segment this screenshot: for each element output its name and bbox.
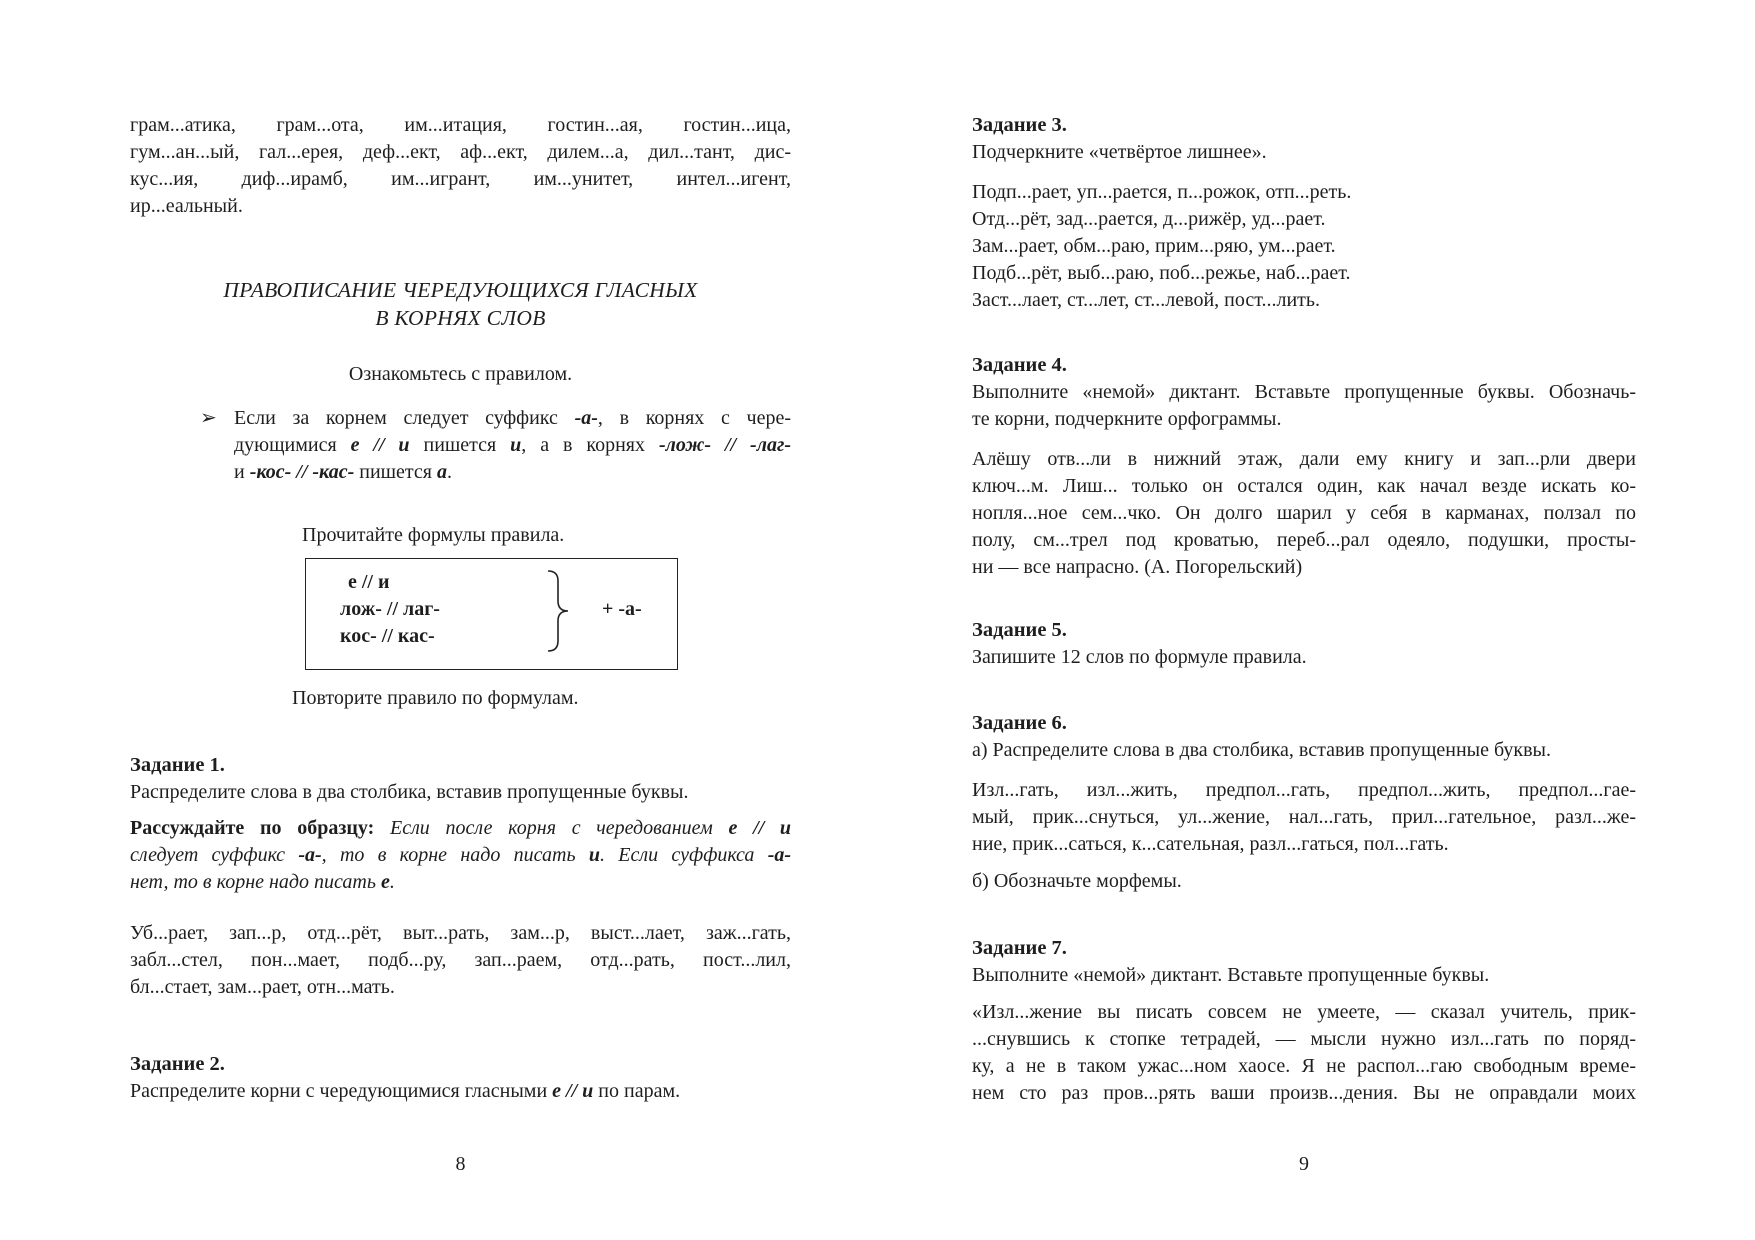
formula-intro: Прочитайте формулы правила. [302,524,565,546]
text-line: те корни, подчеркните орфограммы. [972,408,1282,430]
text-line: Зам...рает, обм...раю, прим...ряю, ум...рает. [972,235,1336,257]
task-lines [972,179,1636,314]
reason-fragment: и [588,844,601,866]
dictation-text [972,446,1636,581]
task-words [972,777,1636,858]
text-line: бл...стает, зам...рает, отн...мать. [130,976,395,998]
arrow-bullet-icon: ➢ [200,407,217,429]
task-heading: Задание 1. [130,754,225,776]
task-7 [972,935,1636,1107]
task-instruction: Выполните «немой» диктант. Вставьте пропущенные буквы. [972,964,1490,986]
reason-fragment: . Если суффикса [600,844,768,866]
formula-box [305,558,678,670]
reason-fragment: нет, то в корне надо писать [130,871,381,893]
reason-fragment: е [380,871,390,893]
section-title [130,276,791,332]
task-heading: Задание 7. [972,937,1067,959]
formula-row: е // и [348,571,390,593]
text-line: Подб...рёт, выб...раю, поб...режье, наб...рает. [972,262,1351,284]
task-4 [972,352,1636,581]
left-page [0,0,877,1240]
instr-fragment: е // и [552,1080,594,1102]
text-line: мый, прик...снуться, ул...жение, нал...гать, прил...гательное, разл...же- [972,806,1636,828]
task-6 [972,710,1636,895]
formula-row: лож- // лаг- [340,598,440,620]
task-instruction: Подчеркните «четвёртое лишнее». [972,141,1267,163]
rule-fragment: и [510,434,522,456]
reason-line [130,815,791,842]
text-line: Изл...гать, изл...жить, предпол...гать, предпол...жить, предпол...гае- [972,779,1636,801]
rule-fragment: -а- [574,407,598,429]
text-line: ир...еальный. [130,195,243,217]
text-line: ключ...м. Лиш... только он остался один, как начал везде искать ко- [972,475,1636,497]
reason-label: Рассуждайте по образцу: [130,817,375,839]
text-line: забл...стел, пон...мает, подб...ру, зап...раем, отд...рать, пост...лил, [130,949,791,971]
task-heading: Задание 4. [972,354,1067,376]
intro-paragraph [130,112,791,220]
text-line: «Изл...жение вы писать совсем не умеете, — сказал учитель, прик- [972,1001,1636,1023]
task-3 [972,112,1636,314]
curly-brace-icon [544,569,574,653]
rule-fragment: а [436,461,447,483]
page-number: 9 [1299,1153,1309,1175]
formula-outro: Повторите правило по формулам. [292,687,579,709]
text-line: полу, см...трел под кроватью, переб...рал одеяло, подушки, просты- [972,529,1636,551]
task-heading: Задание 5. [972,619,1067,641]
rule-fragment: е // и [350,434,410,456]
reason-fragment: , то в корне надо писать [321,844,589,866]
reason-fragment: е // и [728,817,792,839]
section-title-line: ПРАВОПИСАНИЕ ЧЕРЕДУЮЩИХСЯ ГЛАСНЫХ [223,278,698,302]
rule-fragment: . [446,461,452,483]
instr-fragment: Распределите корни с чередующимися гласными [130,1080,553,1102]
dictation-text [972,999,1636,1107]
text-line: Алёшу отв...ли в нижний этаж, дали ему книгу и зап...рли двери [972,448,1636,470]
reason-line [130,869,791,896]
rule-fragment: пишется [409,434,511,456]
rule-fragment: и [234,461,250,483]
text-line: Уб...рает, зап...р, отд...рёт, выт...рать, зам...р, выст...лает, заж...гать, [130,922,791,944]
reason-fragment: -а- [298,844,322,866]
text-line: нопля...ное сем...чко. Он долго шарил у себя в карманах, ползал по [972,502,1636,524]
rule-fragment: -кос- // -кас- [249,461,355,483]
reasoning-sample [130,815,791,896]
rule-fragment: дующимися [234,434,351,456]
task-heading: Задание 2. [130,1053,225,1075]
task-2 [130,1051,791,1105]
task-heading: Задание 3. [972,114,1067,136]
right-page [878,0,1755,1240]
page-number: 8 [455,1153,466,1175]
rule-line [234,432,791,459]
task-instruction [972,379,1636,433]
text-line: кус...ия, диф...ирамб, им...игрант, им...унитет, интел...игент, [130,168,791,190]
task-instruction: а) Распределите слова в два столбика, вставив пропущенные буквы. [972,739,1551,761]
task-5 [972,617,1636,671]
task-instruction: Запишите 12 слов по формуле правила. [972,646,1307,668]
formula-suffix: + -а- [602,598,642,620]
text-line: ни — все напрасно. (А. Погорельский) [972,556,1303,578]
reason-line [130,842,791,869]
text-line: ...снувшись к стопке тетрадей, — мысли нужно изл...гать по поряд- [972,1028,1636,1050]
rule-line [234,405,791,432]
task-instruction: Распределите слова в два столбика, вставив пропущенные буквы. [130,781,689,803]
task-instruction: б) Обозначьте морфемы. [972,870,1182,892]
section-title-line: В КОРНЯХ СЛОВ [375,306,546,330]
text-line: Выполните «немой» диктант. Вставьте пропущенные буквы. Обозначь- [972,381,1636,403]
rule-text [234,405,791,486]
rule-fragment: -лож- // -лаг- [658,434,791,456]
task-instruction [130,1078,791,1105]
text-line: нем сто раз пров...рять ваши произв...дения. Вы не оправдали моих [972,1082,1636,1104]
reason-fragment: . [389,871,395,893]
text-line: гум...ан...ый, гал...ерея, деф...ект, аф...ект, дилем...а, дил...тант, дис- [130,141,791,163]
text-line: Заст...лает, ст...лет, ст...левой, пост...лить. [972,289,1321,311]
reason-fragment: Если после корня с чередованием [374,817,729,839]
formula-row: кос- // кас- [340,625,435,647]
text-line: Отд...рёт, зад...рается, д...рижёр, уд...рает. [972,208,1326,230]
task-words [130,920,791,1001]
rule-fragment: , а в корнях [521,434,659,456]
text-line: грам...атика, грам...ота, им...итация, гостин...ая, гостин...ица, [130,114,791,136]
instr-fragment: по парам. [593,1080,681,1102]
reason-fragment: -а- [767,844,792,866]
rule-intro: Ознакомьтесь с правилом. [348,363,573,385]
text-line: ние, прик...саться, к...сательная, разл...гаться, пол...гать. [972,833,1449,855]
reason-fragment: следует суффикс [130,844,299,866]
task-1 [130,752,791,1001]
rule-fragment: , в корнях с чере- [597,407,791,429]
task-heading: Задание 6. [972,712,1067,734]
text-line: ку, а не в таком ужас...ном хаосе. Я не распол...гаю свободным време- [972,1055,1636,1077]
rule-fragment: пишется [354,461,437,483]
rule-line [234,459,791,486]
text-line: Подп...рает, уп...рается, п...рожок, отп...реть. [972,181,1352,203]
rule-fragment: Если за корнем следует суффикс [234,407,575,429]
